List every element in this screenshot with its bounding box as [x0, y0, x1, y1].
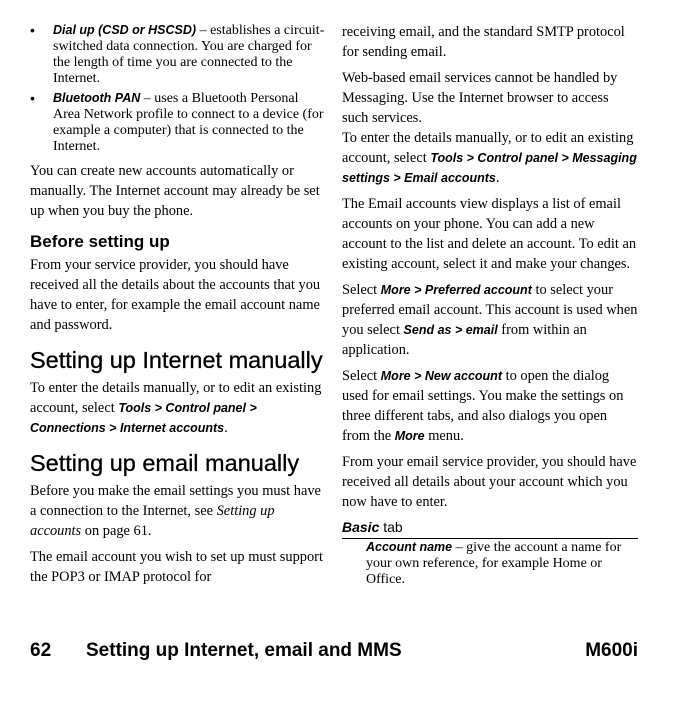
- heading-setting-up-email: Setting up email manually: [30, 450, 300, 476]
- setting-term: Account name: [366, 540, 453, 554]
- cross-reference-link[interactable]: Setting up accounts: [30, 503, 275, 539]
- phone-model: M600i: [585, 640, 638, 661]
- paragraph-accounts-view: The Email accounts view displays a list of email accounts on your phone. You can add a new account to the list and delete an account. To edit an existing account, select it and make your changes.: [342, 196, 637, 272]
- bullet-text: – establishes a circuit-switched data connection. You are charged for the length of time you are connected to the Internet.: [53, 23, 325, 86]
- text-segment: on page 61.: [81, 523, 152, 539]
- bullet-text: – uses a Bluetooth Personal Area Network profile to connect to a device (for example a computer) that is connected to the Internet.: [53, 91, 324, 154]
- connection-type-list: [30, 22, 326, 155]
- text-segment: tab: [379, 519, 403, 535]
- bullet-term: Bluetooth PAN: [53, 91, 141, 105]
- text-segment: from within an application.: [342, 322, 587, 358]
- left-column: [30, 22, 326, 593]
- heading-before-setting-up: Before setting up: [30, 232, 170, 251]
- text-segment: .: [224, 420, 228, 436]
- setting-entry-account-name: [342, 539, 638, 588]
- chapter-title: Setting up Internet, email and MMS: [86, 640, 402, 661]
- paragraph-new-account: [342, 366, 638, 446]
- paragraph-enter-details: [342, 128, 638, 188]
- basic-tab-heading: [342, 518, 638, 536]
- text-segment: Select: [342, 282, 381, 298]
- text-segment: Before you make the email settings you must have a connection to the Internet, see: [30, 483, 321, 519]
- menu-path: More: [394, 429, 425, 443]
- list-item: [30, 22, 326, 87]
- text-segment: Select: [342, 368, 381, 384]
- paragraph-preferred-account: [342, 280, 638, 360]
- page-footer: [30, 638, 638, 664]
- paragraph-web-based: Web-based email services cannot be handled by Messaging. Use the Internet browser to access such services.: [342, 70, 618, 126]
- paragraph-email-protocol: The email account you wish to set up must support the POP3 or IMAP protocol for: [30, 549, 323, 585]
- right-column: [342, 22, 638, 588]
- bullet-term: Dial up (CSD or HSCSD): [53, 23, 197, 37]
- paragraph-service-provider: From your email service provider, you should have received all details about your account which you now have to enter.: [342, 454, 637, 510]
- paragraph-create-accounts: You can create new accounts automatically or manually. The Internet account may already be set up when you buy the phone.: [30, 163, 320, 219]
- text-segment: .: [495, 170, 500, 186]
- menu-path: More > New account: [380, 369, 502, 383]
- menu-path: Send as > email: [403, 323, 498, 337]
- paragraph-protocol-continued: receiving email, and the standard SMTP protocol for sending email.: [342, 24, 625, 60]
- menu-path: Tools > Control panel > Messaging settings > Email accounts: [342, 151, 637, 185]
- menu-path: More > Preferred account: [380, 283, 532, 297]
- setting-description: – give the account a name for your own reference, for example Home or Office.: [366, 540, 622, 587]
- tab-name: Basic: [342, 519, 380, 535]
- text-segment: menu.: [424, 428, 464, 444]
- paragraph-email-connection: [30, 481, 326, 541]
- menu-path: Tools > Control panel > Connections > Internet accounts: [30, 401, 257, 435]
- page-number: 62: [30, 640, 52, 661]
- text-segment: To enter the details manually, or to edit an existing account, select: [342, 130, 634, 166]
- text-segment: to open the dialog used for email settings. You make the settings on three different tabs, and also dialogs you open from the: [342, 368, 624, 444]
- paragraph-internet-manual: [30, 378, 326, 438]
- paragraph-before-setting-up: From your service provider, you should have received all the details about the accounts that you have to enter, for example the email account name and password.: [30, 257, 321, 333]
- heading-setting-up-internet: Setting up Internet manually: [30, 347, 323, 373]
- text-segment: To enter the details manually, or to edit an existing account, select: [30, 380, 322, 416]
- text-segment: to select your preferred email account. This account is used when you select: [342, 282, 638, 338]
- list-item: [30, 90, 326, 155]
